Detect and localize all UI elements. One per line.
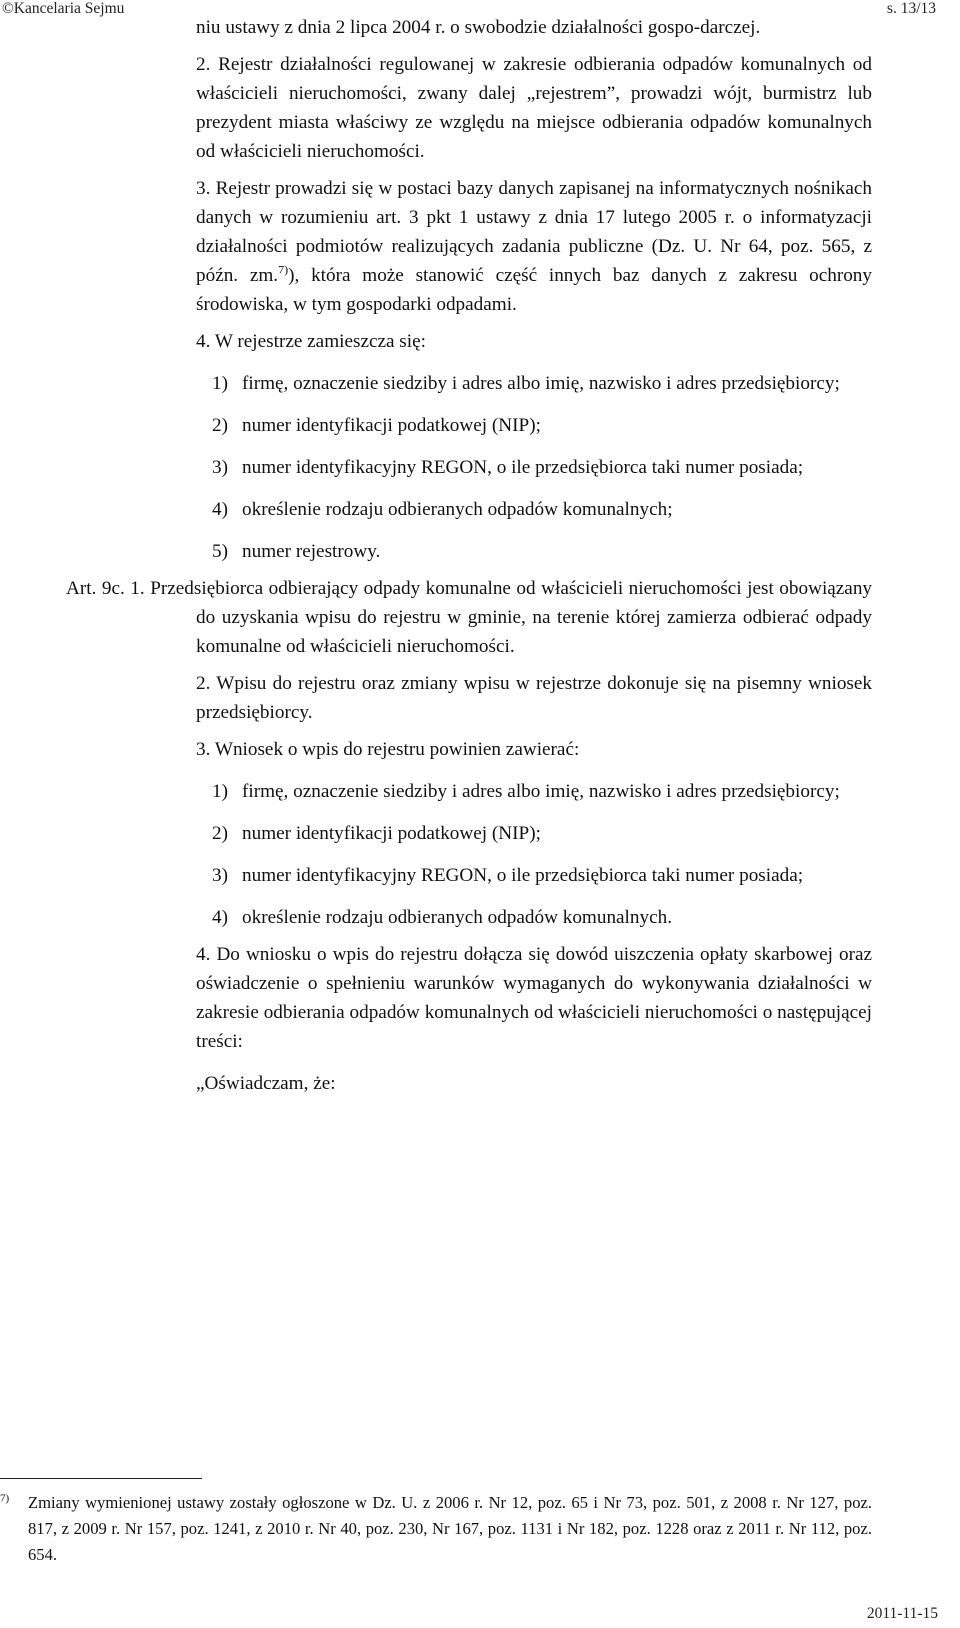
article-label: Art. 9c. 1. (66, 578, 145, 599)
list-item-text: firmę, oznaczenie siedziby i adres albo imię, nazwisko i adres przedsiębiorcy; (242, 373, 840, 394)
list-item-number: 2) (212, 415, 228, 436)
footnote-separator (0, 1478, 202, 1479)
article-paragraph-4: 4. Do wniosku o wpis do rejestru dołącza się dowód uiszczenia opłaty skarbowej oraz oświadczenie o spełnieniu warunków wymaganych do wykonywania działalności w zakresie odbierania odpadów komunalnych od właścicieli nieruchomości o następującej treści: (196, 944, 872, 1052)
document-body (66, 13, 873, 1098)
continuation-paragraph: niu ustawy z dnia 2 lipca 2004 r. o swobodzie działalności gospo-darczej. (196, 17, 761, 38)
list-item (212, 861, 872, 890)
paragraph-3 (196, 174, 872, 319)
article-paragraph-3: 3. Wniosek o wpis do rejestru powinien zawierać: (196, 739, 580, 760)
list-item (212, 495, 872, 524)
article-9c-paragraph-1 (66, 574, 872, 661)
list-item-text: określenie rodzaju odbieranych odpadów komunalnych. (242, 907, 672, 928)
list-item-number: 3) (212, 865, 228, 886)
footnote (0, 1490, 872, 1564)
list-item-text: numer identyfikacyjny REGON, o ile przedsiębiorca taki numer posiada; (242, 457, 804, 478)
paragraph-3-text-cont: ), która może stanowić część innych baz danych z zakresu ochrony środowiska, w tym gospodarki odpadami. (196, 265, 872, 315)
footnote-mark: 7) (0, 1492, 10, 1505)
list-item (212, 903, 872, 932)
list-item-text: numer identyfikacji podatkowej (NIP); (242, 823, 541, 844)
header-copyright: ©Kancelaria Sejmu (2, 0, 125, 17)
article-paragraph-2: 2. Wpisu do rejestru oraz zmiany wpisu w rejestrze dokonuje się na pisemny wniosek przedsiębiorcy. (196, 673, 872, 723)
list-item-text: określenie rodzaju odbieranych odpadów komunalnych; (242, 499, 673, 520)
list-item-number: 1) (212, 373, 228, 394)
footnote-text: Zmiany wymienionej ustawy zostały ogłoszone w Dz. U. z 2006 r. Nr 12, poz. 65 i Nr 73, poz. 501, z 2008 r. Nr 127, poz. 817, z 2009 r. Nr 157, poz. 1241, z 2010 r. Nr 40, poz. 230, Nr 167, poz. 1131 i Nr 182, poz. 1228 oraz z 2011 r. Nr 112, poz. 654. (28, 1493, 872, 1564)
list-item (212, 537, 872, 566)
declaration-quote: „Oświadczam, że: (196, 1073, 336, 1094)
list-item-number: 2) (212, 823, 228, 844)
paragraph-2: 2. Rejestr działalności regulowanej w zakresie odbierania odpadów komunalnych od właścicieli nieruchomości, zwany dalej „rejestrem”, prowadzi wójt, burmistrz lub prezydent miasta właściwy ze względu na miejsce odbierania odpadów komunalnych od właścicieli nieruchomości. (196, 54, 872, 162)
list-item-number: 4) (212, 907, 228, 928)
paragraph-4: 4. W rejestrze zamieszcza się: (196, 331, 426, 352)
list-item (212, 819, 872, 848)
list-item-text: numer identyfikacji podatkowej (NIP); (242, 415, 541, 436)
list-item-number: 1) (212, 781, 228, 802)
list-item-text: firmę, oznaczenie siedziby i adres albo imię, nazwisko i adres przedsiębiorcy; (242, 781, 840, 802)
article-paragraph-1-text: Przedsiębiorca odbierający odpady komunalne od właścicieli nieruchomości jest obowiązany do uzyskania wpisu do rejestru w gminie, na terenie której zamierza odbierać odpady komunalne od właścicieli nieruchomości. (150, 578, 873, 657)
footer-date: 2011-11-15 (866, 1605, 938, 1622)
list-item-number: 3) (212, 457, 228, 478)
list-item-text: numer identyfikacyjny REGON, o ile przedsiębiorca taki numer posiada; (242, 865, 804, 886)
list-item (212, 453, 872, 482)
paragraph-3-text: 3. Rejestr prowadzi się w postaci bazy danych zapisanej na informatycznych nośnikach danych w rozumieniu art. 3 pkt 1 ustawy z dnia 17 lutego 2005 r. o informatyzacji działalności podmiotów realizujących zadania publiczne (Dz. U. Nr 64, poz. 565, z późn. zm. (196, 178, 872, 286)
list-item-text: numer rejestrowy. (242, 541, 381, 562)
list-item (212, 777, 872, 806)
header-page-number: s. 13/13 (886, 0, 936, 17)
list-item-number: 5) (212, 541, 228, 562)
footnote-reference: 7) (278, 262, 289, 277)
list-item-number: 4) (212, 499, 228, 520)
list-item (212, 369, 872, 398)
list-item (212, 411, 872, 440)
